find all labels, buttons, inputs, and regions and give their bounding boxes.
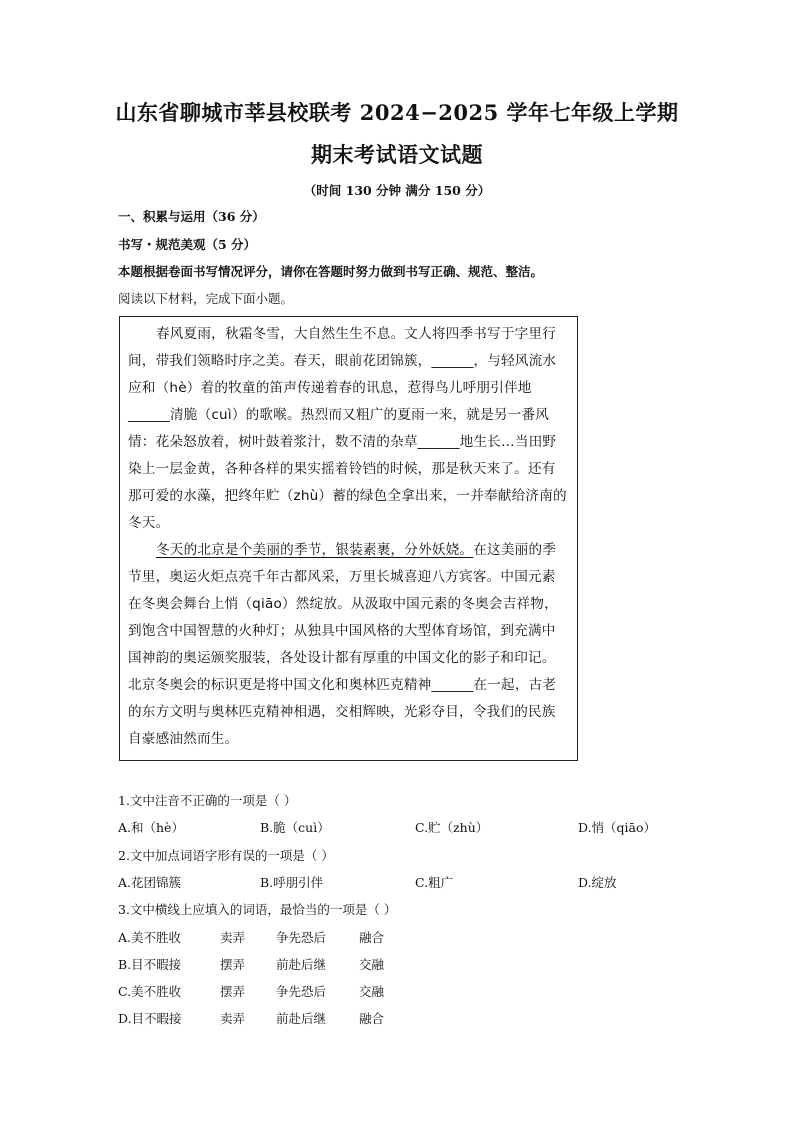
passage-line: 冬天。 — [128, 515, 170, 531]
question-3-option-c-word4: 交融 — [359, 984, 385, 999]
question-1-option-a: A.和（hè） — [118, 820, 184, 835]
question-2-option-b: B.呼朋引伴 — [260, 875, 324, 890]
passage-line: 那可爱的水藻，把终年贮（zhù）蓄的绿色全拿出来，一并奉献给济南的 — [128, 488, 567, 504]
question-3-option-d-word1: D.目不暇接 — [118, 1011, 182, 1026]
question-3-option-d-word2: 卖弄 — [220, 1011, 246, 1026]
passage-line: 应和（hè）着的牧童的笛声传递着春的讯息，惹得鸟儿呼朋引伴地 — [128, 380, 532, 396]
question-3-option-c-word2: 摆弄 — [220, 984, 246, 999]
passage-line: 国神韵的奥运颁奖服装，各处设计都有厚重的中国文化的影子和印记。 — [128, 650, 556, 666]
question-3-stem: 3.文中横线上应填入的词语，最恰当的一项是（ ） — [118, 902, 397, 917]
passage-line: 的东方文明与奥林匹克精神相遇，交相辉映，光彩夺目，令我们的民族 — [128, 704, 556, 720]
question-3-option-b-word2: 摆弄 — [220, 957, 246, 972]
question-2-stem: 2.文中加点词语字形有误的一项是（ ） — [118, 848, 334, 863]
passage-line: 春风夏雨，秋霜冬雪，大自然生生不息。文人将四季书写于字里行 — [156, 326, 557, 342]
question-3-option-c-word3: 争先恐后 — [276, 984, 327, 999]
question-3-option-a-word3: 争先恐后 — [276, 930, 327, 945]
question-1-option-b: B.脆（cuì） — [260, 820, 330, 835]
passage-line: 间，带我们领略时序之美。春天，眼前花团锦簇，______，与轻风流水 — [128, 353, 557, 369]
question-3-option-a-word2: 卖弄 — [220, 930, 246, 945]
passage-line: 北京冬奥会的标识更是将中国文化和奥林匹克精神______在一起，古老 — [128, 677, 557, 693]
passage-line: 自豪感油然而生。 — [128, 731, 239, 747]
question-1-option-c: C.贮（zhù） — [415, 820, 489, 835]
exam-subtitle: （时间 130 分钟 满分 150 分） — [303, 183, 491, 198]
underlined-sentence: 冬天的北京是个美丽的季节，银装素裹，分外妖娆。 — [156, 542, 474, 558]
passage-line: 到饱含中国智慧的火种灯；从独具中国风格的大型体育场馆，到充满中 — [128, 623, 556, 639]
passage-line: 节里，奥运火炬点亮千年古都风采，万里长城喜迎八方宾客。中国元素 — [128, 569, 556, 585]
question-3-option-a-word1: A.美不胜收 — [118, 930, 182, 945]
question-3-option-b-word3: 前赴后继 — [276, 957, 327, 972]
exam-title-line2: 期末考试语文试题 — [311, 142, 483, 167]
question-3-option-a-word4: 融合 — [359, 930, 385, 945]
passage-line: ______清脆（cuì）的歌喉。热烈而又粗广的夏雨一来，就是另一番风 — [128, 407, 550, 423]
section-heading: 一、积累与运用（36 分） — [118, 209, 265, 224]
passage-line: 染上一层金黄，各种各样的果实摇着铃铛的时候，那是秋天来了。还有 — [128, 461, 556, 477]
question-1-option-d: D.悄（qiāo） — [578, 820, 657, 835]
passage-line-rest: 在这美丽的季 — [473, 542, 557, 558]
question-3-option-d-word3: 前赴后继 — [276, 1011, 327, 1026]
sub-heading: 书写・规范美观（5 分） — [118, 237, 257, 252]
question-2-option-c: C.粗广 — [415, 875, 454, 890]
instruction-text: 本题根据卷面书写情况评分，请你在答题时努力做到书写正确、规范、整洁。 — [118, 264, 544, 279]
passage-line: 情：花朵怒放着，树叶鼓着浆汁，数不清的杂草______地生长…当田野 — [128, 434, 557, 450]
question-3-option-d-word4: 融合 — [359, 1011, 385, 1026]
question-1-stem: 1.文中注音不正确的一项是（ ） — [118, 793, 297, 808]
question-3-option-b-word4: 交融 — [359, 957, 385, 972]
exam-title-line1: 山东省聊城市莘县校联考 2024−2025 学年七年级上学期 — [115, 100, 679, 125]
read-prompt: 阅读以下材料，完成下面小题。 — [118, 291, 294, 306]
question-3-option-c-word1: C.美不胜收 — [118, 984, 182, 999]
question-2-option-d: D.绽放 — [578, 875, 617, 890]
question-2-option-a: A.花团锦簇 — [118, 875, 182, 890]
question-3-option-b-word1: B.目不暇接 — [118, 957, 182, 972]
passage-line: 在冬奥会舞台上悄（qiāo）然绽放。从汲取中国元素的冬奥会吉祥物， — [128, 596, 558, 612]
passage-line — [156, 538, 556, 558]
